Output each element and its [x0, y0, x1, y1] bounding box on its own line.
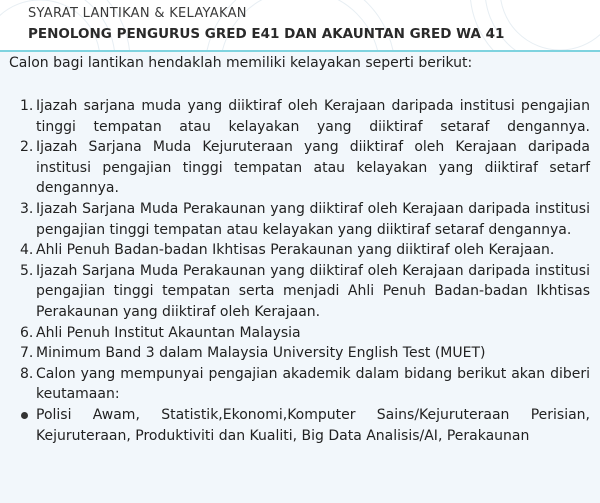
list-item [20, 261, 590, 323]
list-item-text: Ijazah Sarjana Muda Perakaunan yang diiktiraf oleh Kerajaan daripada institusi pengajian tinggi tempatan serta menjadi Ahli Penuh Badan-badan Ikhtisas Perakaunan yang diiktiraf oleh Kerajaan. [36, 262, 590, 320]
list-item-text: Ahli Penuh Institut Akauntan Malaysia [36, 324, 301, 341]
list-item [20, 323, 590, 344]
list-item-number: 3. [20, 200, 34, 217]
bullet-dot-icon [21, 412, 28, 419]
qualification-list [20, 96, 590, 446]
list-item [20, 364, 590, 405]
list-item [20, 137, 590, 199]
list-item [20, 96, 590, 137]
list-item [20, 343, 590, 364]
list-item-text: Calon yang mempunyai pengajian akademik dalam bidang berikut akan diberi keutamaan: [36, 365, 590, 403]
list-item-number: 8. [20, 365, 34, 382]
list-item-number: 2. [20, 139, 34, 156]
intro-text: Calon bagi lantikan hendaklah memiliki kelayakan seperti berikut: [9, 55, 473, 71]
list-item [20, 240, 590, 261]
list-item-number: 7. [20, 345, 34, 362]
list-item [20, 199, 590, 240]
header-position-title: PENOLONG PENGURUS GRED E41 DAN AKAUNTAN GRED WA 41 [28, 26, 505, 42]
list-item-text: Ijazah Sarjana Muda Perakaunan yang diiktiraf oleh Kerajaan daripada institusi pengajian tinggi tempatan atau kelayakan yang diiktiraf setaraf dengannya. [36, 200, 590, 238]
page-header [0, 0, 600, 50]
list-item-number: 5. [20, 262, 34, 279]
bullet-item [20, 405, 590, 446]
list-item-text: Ijazah sarjana muda yang diiktiraf oleh Kerajaan daripada institusi pengajian tinggi tempatan atau kelayakan yang diiktiraf setaraf dengannya. [36, 98, 590, 135]
list-item-text: Minimum Band 3 dalam Malaysia University English Test (MUET) [36, 345, 486, 362]
list-item-number: 4. [20, 242, 34, 259]
bullet-item-text: Polisi Awam, Statistik,Ekonomi,Komputer Sains/Kejuruteraan Perisian, Kejuruteraan, Produktiviti dan Kualiti, Big Data Analisis/AI, Perakaunan [36, 406, 590, 444]
header-section-title: SYARAT LANTIKAN & KELAYAKAN [28, 6, 247, 21]
list-item-number: 6. [20, 324, 34, 341]
header-accent-stripe [0, 50, 600, 52]
list-item-number: 1. [20, 98, 34, 114]
list-item-text: Ahli Penuh Badan-badan Ikhtisas Perakaunan yang diiktiraf oleh Kerajaan. [36, 242, 555, 259]
list-item-text: Ijazah Sarjana Muda Kejuruteraan yang diiktiraf oleh Kerajaan daripada institusi pengajian tinggi tempatan atau kelayakan yang diiktiraf setarf dengannya. [36, 139, 590, 197]
